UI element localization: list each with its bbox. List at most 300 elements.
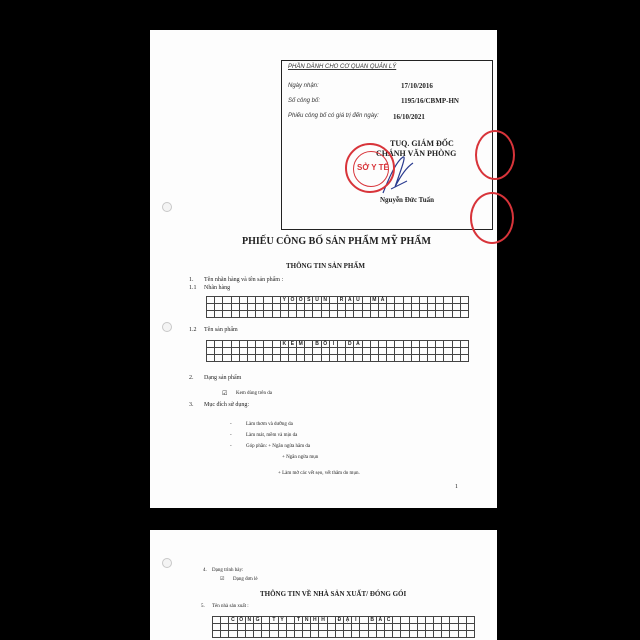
grid-cell: B (368, 617, 376, 624)
grid-cell (221, 624, 229, 631)
grid-cell (376, 624, 384, 631)
grid-cell (436, 348, 444, 355)
document-title: PHIẾU CÔNG BỐ SẢN PHẨM MỸ PHẨM (242, 236, 431, 247)
grid-cell (313, 311, 321, 318)
grid-cell: R (338, 297, 346, 304)
punch-hole (162, 558, 172, 568)
grid-cell (376, 631, 384, 638)
grid-cell (264, 297, 272, 304)
item-number: 2. (189, 375, 194, 381)
item-number: 1.1 (189, 285, 197, 291)
grid-cell (256, 341, 264, 348)
grid-cell: O (288, 297, 296, 304)
grid-cell (419, 348, 427, 355)
brand-name-grid (206, 296, 469, 318)
grid-cell (434, 631, 442, 638)
manufacturer-name-grid (212, 616, 475, 638)
grid-cell (458, 617, 466, 624)
grid-cell (378, 355, 386, 362)
grid-cell (436, 297, 444, 304)
grid-cell (335, 624, 343, 631)
grid-cell (411, 311, 419, 318)
red-seal-image (345, 143, 395, 193)
grid-cell (215, 355, 223, 362)
grid-cell (262, 617, 270, 624)
use-sub-item: + Làm mờ các vết sẹo, vết thâm do mụn. (278, 471, 360, 476)
sign-title-2: CHÁNH VĂN PHÒNG (376, 149, 457, 158)
grid-cell (419, 341, 427, 348)
grid-cell (305, 348, 313, 355)
number-value: 1195/16/CBMP-HN (401, 97, 459, 105)
grid-cell (288, 348, 296, 355)
grid-cell (450, 631, 458, 638)
product-name-grid (206, 340, 469, 362)
document-page-2 (150, 530, 497, 640)
grid-cell (403, 304, 411, 311)
grid-cell (411, 297, 419, 304)
grid-cell (286, 624, 294, 631)
grid-cell (229, 624, 237, 631)
grid-cell (417, 624, 425, 631)
grid-cell (256, 304, 264, 311)
grid-cell (395, 348, 403, 355)
grid-cell (411, 304, 419, 311)
grid-cell (403, 348, 411, 355)
grid-cell (428, 297, 436, 304)
item-5-label: Tên nhà sản xuất : (212, 604, 249, 609)
grid-cell (425, 624, 433, 631)
grid-cell: A (354, 341, 362, 348)
grid-cell (256, 311, 264, 318)
received-date-label: Ngày nhận: (288, 83, 319, 89)
use-item: Làm thơm và dưỡng da (246, 422, 293, 427)
grid-cell (395, 355, 403, 362)
grid-cell: O (297, 297, 305, 304)
grid-cell (411, 355, 419, 362)
grid-cell (360, 624, 368, 631)
grid-cell (338, 304, 346, 311)
grid-cell (370, 341, 378, 348)
grid-cell (370, 355, 378, 362)
grid-cell (387, 355, 395, 362)
grid-cell (452, 304, 460, 311)
checkbox: ☑ (222, 391, 228, 397)
grid-cell (368, 631, 376, 638)
grid-cell (239, 341, 247, 348)
grid-cell (460, 341, 468, 348)
grid-cell: C (384, 617, 392, 624)
grid-cell (223, 304, 231, 311)
grid-cell (280, 304, 288, 311)
grid-cell (231, 304, 239, 311)
grid-cell (278, 624, 286, 631)
grid-cell (288, 304, 296, 311)
grid-cell (452, 348, 460, 355)
grid-cell (270, 624, 278, 631)
grid-cell (264, 304, 272, 311)
grid-cell (409, 624, 417, 631)
grid-cell (338, 348, 346, 355)
grid-cell (305, 304, 313, 311)
grid-cell (247, 348, 255, 355)
grid-cell (231, 297, 239, 304)
grid-cell (419, 311, 427, 318)
grid-cell: M (370, 297, 378, 304)
grid-cell (297, 355, 305, 362)
punch-hole (162, 322, 172, 332)
grid-cell (247, 311, 255, 318)
grid-cell (311, 631, 319, 638)
grid-cell (329, 355, 337, 362)
grid-cell (327, 624, 335, 631)
grid-cell (460, 348, 468, 355)
grid-cell (213, 631, 221, 638)
document-page-1 (150, 30, 497, 508)
checkbox: ☑ (220, 577, 225, 582)
grid-cell (270, 631, 278, 638)
grid-cell (411, 341, 419, 348)
grid-cell (223, 341, 231, 348)
grid-cell (239, 311, 247, 318)
grid-cell (272, 297, 280, 304)
grid-cell (436, 355, 444, 362)
grid-cell: Ắ (376, 617, 384, 624)
grid-cell (288, 311, 296, 318)
grid-cell (321, 355, 329, 362)
grid-cell (319, 624, 327, 631)
grid-cell (288, 355, 296, 362)
grid-cell (294, 624, 302, 631)
grid-cell (460, 355, 468, 362)
grid-cell (256, 297, 264, 304)
grid-cell (378, 304, 386, 311)
grid-cell (362, 297, 370, 304)
grid-cell (460, 304, 468, 311)
grid-cell (452, 355, 460, 362)
grid-cell: G (253, 617, 261, 624)
grid-cell (401, 617, 409, 624)
grid-cell: Y (280, 297, 288, 304)
grid-cell (329, 311, 337, 318)
grid-cell (360, 631, 368, 638)
grid-cell (319, 631, 327, 638)
grid-cell (417, 631, 425, 638)
grid-cell (253, 624, 261, 631)
grid-cell (297, 348, 305, 355)
grid-cell (419, 304, 427, 311)
grid-cell (207, 297, 215, 304)
grid-cell (223, 297, 231, 304)
grid-cell (395, 341, 403, 348)
grid-cell (417, 617, 425, 624)
grid-cell (223, 355, 231, 362)
official-box-header: PHẦN DÀNH CHO CƠ QUAN QUẢN LÝ (288, 64, 397, 70)
grid-cell (419, 355, 427, 362)
grid-cell (362, 341, 370, 348)
grid-cell (231, 341, 239, 348)
grid-cell (311, 624, 319, 631)
grid-cell (247, 341, 255, 348)
grid-cell (313, 355, 321, 362)
grid-cell (239, 348, 247, 355)
grid-cell (346, 355, 354, 362)
grid-cell (362, 348, 370, 355)
grid-cell (450, 624, 458, 631)
grid-cell (458, 624, 466, 631)
grid-cell (221, 631, 229, 638)
item-2-label: Dạng sản phẩm (204, 375, 242, 381)
grid-cell (207, 304, 215, 311)
grid-cell: M (297, 341, 305, 348)
valid-until-label: Phiếu công bố có giá trị đến ngày: (288, 113, 379, 119)
grid-cell (327, 631, 335, 638)
grid-cell (305, 341, 313, 348)
product-form-option: Kem dùng trên da (236, 391, 272, 396)
grid-cell (452, 297, 460, 304)
grid-cell (362, 304, 370, 311)
grid-cell: S (305, 297, 313, 304)
grid-cell (231, 311, 239, 318)
grid-cell (352, 631, 360, 638)
grid-cell (395, 311, 403, 318)
grid-cell (297, 311, 305, 318)
grid-cell (403, 297, 411, 304)
grid-cell (256, 355, 264, 362)
grid-cell (344, 631, 352, 638)
grid-cell (245, 631, 253, 638)
item-number: 4. (203, 568, 207, 573)
grid-cell (393, 617, 401, 624)
grid-cell (403, 355, 411, 362)
grid-cell: Á (378, 297, 386, 304)
grid-cell: C (229, 617, 237, 624)
official-use-box (281, 60, 493, 230)
grid-cell (409, 617, 417, 624)
grid-cell: U (354, 297, 362, 304)
grid-cell (466, 624, 474, 631)
grid-cell (370, 348, 378, 355)
grid-cell (256, 348, 264, 355)
grid-cell (280, 348, 288, 355)
partial-seal-image (470, 192, 514, 244)
grid-cell (428, 311, 436, 318)
grid-cell (387, 311, 395, 318)
grid-cell (215, 311, 223, 318)
grid-cell (239, 355, 247, 362)
grid-cell (305, 355, 313, 362)
grid-cell (321, 348, 329, 355)
grid-cell (378, 311, 386, 318)
grid-cell (338, 355, 346, 362)
grid-cell (460, 297, 468, 304)
grid-cell: E (288, 341, 296, 348)
grid-cell (354, 348, 362, 355)
grid-cell (207, 355, 215, 362)
grid-cell (428, 341, 436, 348)
grid-cell (425, 617, 433, 624)
grid-cell (370, 311, 378, 318)
grid-cell (223, 348, 231, 355)
sign-title-1: TUQ. GIÁM ĐỐC (390, 139, 454, 148)
grid-cell (264, 348, 272, 355)
grid-cell (313, 348, 321, 355)
grid-cell (245, 624, 253, 631)
grid-cell (247, 304, 255, 311)
grid-cell: Đ (335, 617, 343, 624)
item-3-label: Mục đích sử dụng: (204, 402, 250, 408)
use-bullet: - (230, 422, 232, 427)
use-item: Làm mát, mềm và mịn da (246, 433, 298, 438)
grid-cell (452, 311, 460, 318)
grid-cell: D (346, 341, 354, 348)
grid-cell: Ô (237, 617, 245, 624)
grid-cell (272, 348, 280, 355)
grid-cell (403, 311, 411, 318)
received-date-value: 17/10/2016 (401, 82, 433, 90)
grid-cell (231, 348, 239, 355)
grid-cell (272, 341, 280, 348)
grid-cell (280, 311, 288, 318)
grid-cell (247, 355, 255, 362)
grid-cell (393, 631, 401, 638)
grid-cell (354, 311, 362, 318)
grid-cell (280, 355, 288, 362)
grid-cell: N (245, 617, 253, 624)
use-item: Góp phần: + Ngăn ngừa hăm da (246, 444, 311, 449)
grid-cell (221, 617, 229, 624)
grid-cell (352, 624, 360, 631)
use-sub-item: + Ngăn ngừa mụn (282, 455, 319, 460)
number-label: Số công bố: (288, 98, 321, 104)
grid-cell (321, 311, 329, 318)
grid-cell (409, 631, 417, 638)
grid-cell (444, 297, 452, 304)
grid-cell (362, 355, 370, 362)
item-number: 1. (189, 277, 194, 283)
grid-cell (442, 631, 450, 638)
grid-cell (452, 341, 460, 348)
grid-cell: A (346, 297, 354, 304)
grid-cell (384, 624, 392, 631)
grid-cell (321, 304, 329, 311)
grid-cell (354, 304, 362, 311)
valid-until-value: 16/10/2021 (393, 113, 425, 121)
grid-cell (286, 617, 294, 624)
grid-cell (395, 297, 403, 304)
grid-cell: Ạ (344, 617, 352, 624)
grid-cell (425, 631, 433, 638)
grid-cell (460, 311, 468, 318)
grid-cell (434, 624, 442, 631)
grid-cell (436, 341, 444, 348)
grid-cell (368, 624, 376, 631)
item-1-label: Tên nhãn hàng và tên sản phẩm : (204, 277, 284, 283)
grid-cell (384, 631, 392, 638)
grid-cell (213, 624, 221, 631)
grid-cell (378, 348, 386, 355)
grid-cell (338, 341, 346, 348)
grid-cell (387, 341, 395, 348)
grid-cell (428, 304, 436, 311)
grid-cell (444, 304, 452, 311)
grid-cell (436, 311, 444, 318)
grid-cell (338, 311, 346, 318)
section-title: THÔNG TIN SẢN PHẨM (286, 262, 366, 270)
grid-cell (344, 624, 352, 631)
grid-cell (444, 355, 452, 362)
grid-cell (444, 348, 452, 355)
grid-cell (442, 624, 450, 631)
grid-cell: I (352, 617, 360, 624)
grid-cell: B (313, 341, 321, 348)
grid-cell (428, 355, 436, 362)
grid-cell (239, 304, 247, 311)
item-4-label: Dạng trình bày: (212, 568, 244, 573)
grid-cell (213, 617, 221, 624)
grid-cell (387, 297, 395, 304)
page-number: 1 (455, 484, 458, 490)
item-1-2-label: Tên sản phẩm (204, 327, 238, 333)
section-title: THÔNG TIN VỀ NHÀ SẢN XUẤT/ ĐÓNG GÓI (260, 590, 407, 598)
grid-cell (466, 617, 474, 624)
grid-cell (458, 631, 466, 638)
grid-cell (329, 297, 337, 304)
grid-cell (229, 631, 237, 638)
grid-cell (442, 617, 450, 624)
grid-cell (313, 304, 321, 311)
use-bullet: - (230, 444, 232, 449)
seal-text: SỞ Y TẾ (357, 163, 389, 172)
grid-cell (237, 631, 245, 638)
partial-seal-image (475, 130, 515, 180)
grid-cell (272, 304, 280, 311)
grid-cell (419, 297, 427, 304)
grid-cell (354, 355, 362, 362)
grid-cell (436, 304, 444, 311)
grid-cell (305, 311, 313, 318)
grid-cell: K (280, 341, 288, 348)
grid-cell (264, 355, 272, 362)
grid-cell (401, 624, 409, 631)
grid-cell (403, 341, 411, 348)
grid-cell (466, 631, 474, 638)
grid-cell (387, 304, 395, 311)
grid-cell (237, 624, 245, 631)
grid-cell (362, 311, 370, 318)
item-number: 1.2 (189, 327, 197, 333)
grid-cell (294, 631, 302, 638)
grid-cell (215, 348, 223, 355)
grid-cell (428, 348, 436, 355)
grid-cell: T (270, 617, 278, 624)
grid-cell (215, 297, 223, 304)
grid-cell (262, 624, 270, 631)
grid-cell (327, 617, 335, 624)
grid-cell (395, 304, 403, 311)
grid-cell (215, 304, 223, 311)
grid-cell (434, 617, 442, 624)
grid-cell (207, 311, 215, 318)
grid-cell (264, 341, 272, 348)
grid-cell (370, 304, 378, 311)
use-bullet: - (230, 433, 232, 438)
grid-cell: U (313, 297, 321, 304)
grid-cell (264, 311, 272, 318)
grid-cell: Ô (321, 341, 329, 348)
grid-cell (411, 348, 419, 355)
item-number: 3. (189, 402, 194, 408)
punch-hole (162, 202, 172, 212)
